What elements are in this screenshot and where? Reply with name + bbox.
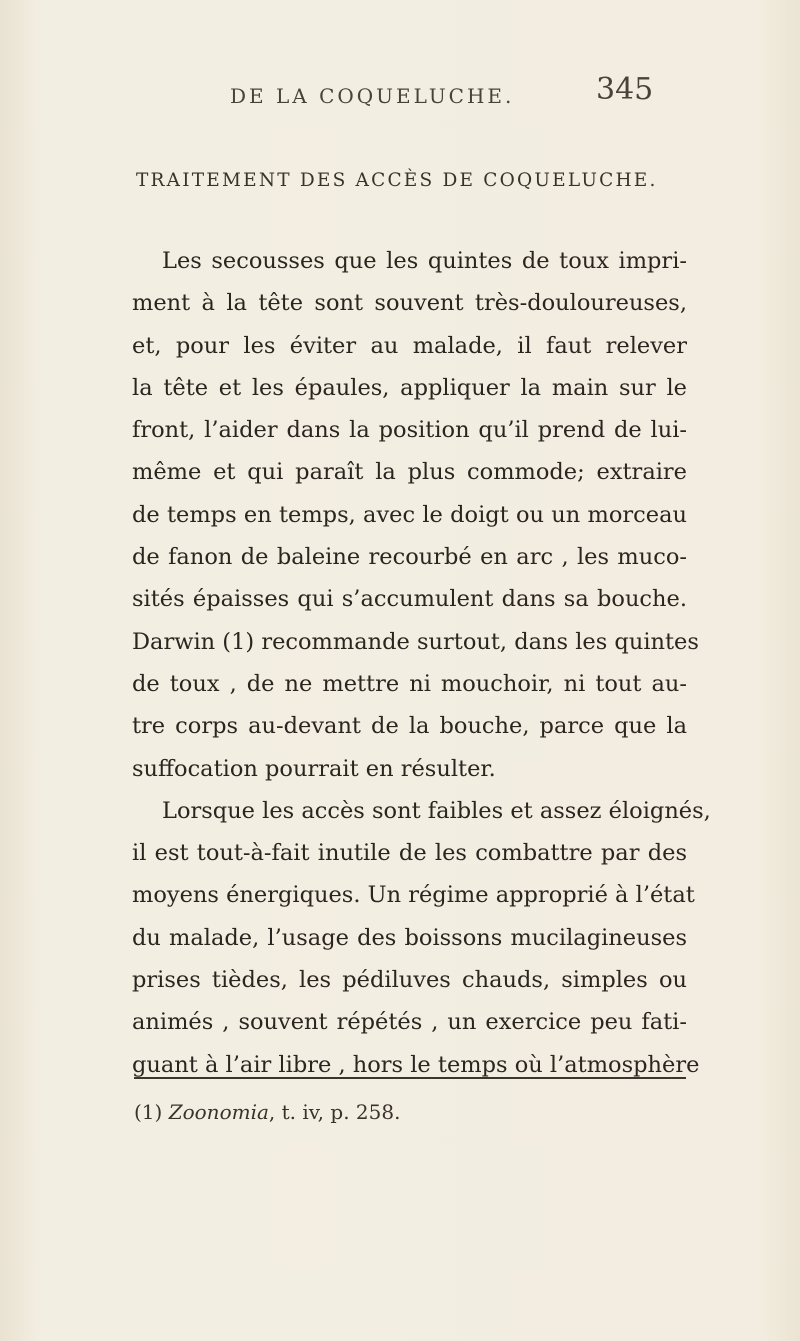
text-line: il est tout-à-fait inutile de les combattre par des	[132, 840, 687, 867]
paragraph-1	[132, 240, 699, 790]
text-line: animés , souvent répétés , un exercice peu fati-	[132, 1009, 687, 1036]
page-number: 345	[596, 72, 654, 107]
footnote	[134, 1100, 400, 1124]
text-line: front, l’aider dans la position qu’il prend de lui-	[132, 417, 687, 444]
text-line: Darwin (1) recommande surtout, dans les quintes	[132, 628, 699, 655]
text-line: Lorsque les accès sont faibles et assez éloignés,	[162, 797, 711, 824]
text-line: Les secousses que les quintes de toux impri-	[162, 248, 687, 274]
text-line: guant à l’air libre , hors le temps où l’atmosphère	[132, 1051, 700, 1078]
text-line: sités épaisses qui s’accumulent dans sa bouche.	[132, 586, 687, 613]
text-line: suffocation pourrait en résulter.	[132, 755, 496, 782]
text-line: ment à la tête sont souvent très-douloureuses,	[132, 290, 687, 317]
text-line: du malade, l’usage des boissons mucilagineuses	[132, 924, 687, 951]
body-text	[132, 240, 711, 1086]
running-head: DE LA COQUELUCHE.	[230, 84, 515, 108]
text-line: de fanon de baleine recourbé en arc , les muco-	[132, 544, 687, 571]
section-title: TRAITEMENT DES ACCÈS DE COQUELUCHE.	[136, 170, 658, 191]
text-line: prises tièdes, les pédiluves chauds, simples ou	[132, 967, 687, 994]
paragraph-2	[132, 790, 711, 1086]
text-line: même et qui paraît la plus commode; extraire	[132, 459, 687, 486]
text-line: de toux , de ne mettre ni mouchoir, ni tout au-	[132, 670, 687, 697]
footnote-work-title: Zoonomia	[168, 1100, 269, 1124]
text-line: la tête et les épaules, appliquer la main sur le	[132, 374, 687, 401]
footnote-marker: (1)	[134, 1100, 163, 1124]
text-line: de temps en temps, avec le doigt ou un morceau	[132, 501, 687, 528]
text-line: tre corps au-devant de la bouche, parce que la	[132, 713, 687, 740]
text-line: moyens énergiques. Un régime approprié à l’état	[132, 882, 695, 909]
text-line: et, pour les éviter au malade, il faut relever	[132, 332, 687, 359]
footnote-divider	[134, 1077, 686, 1079]
footnote-reference: , t. iv, p. 258.	[268, 1100, 401, 1124]
